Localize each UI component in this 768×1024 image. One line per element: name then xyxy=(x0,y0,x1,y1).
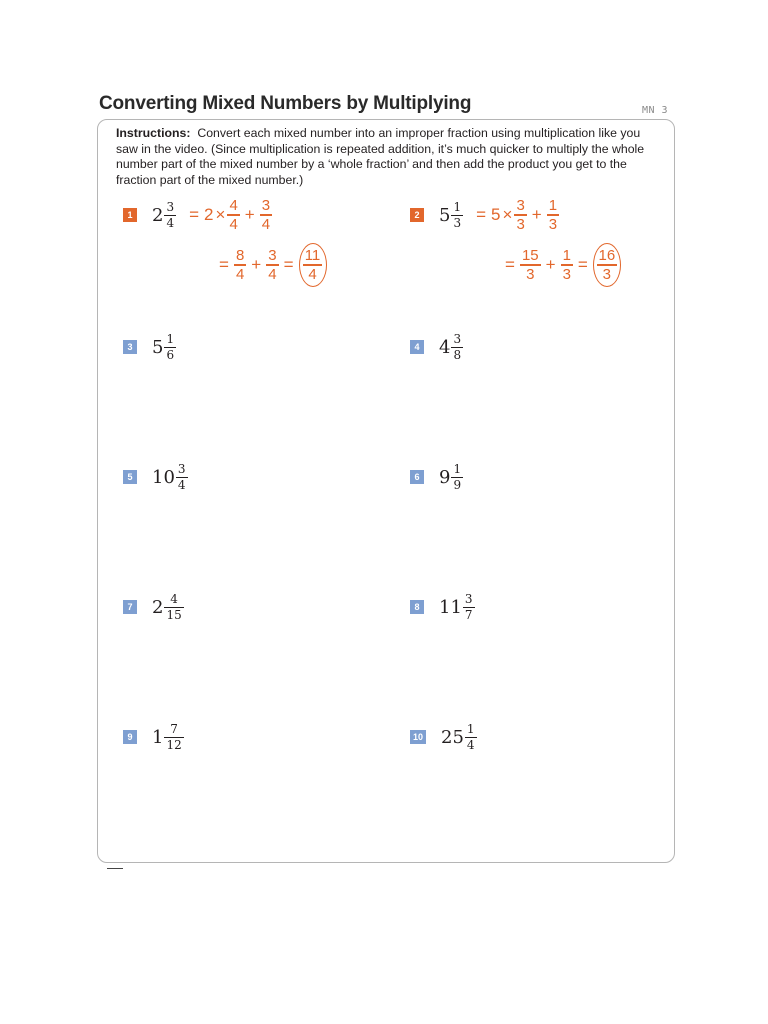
denominator: 4 xyxy=(466,737,475,752)
denominator: 4 xyxy=(166,215,175,230)
answer-fraction xyxy=(303,247,323,283)
whole-part: 5 xyxy=(439,204,451,226)
denominator: 3 xyxy=(516,215,525,233)
problem-5 xyxy=(123,457,188,497)
whole-part: 25 xyxy=(441,726,464,748)
problem-10 xyxy=(410,717,477,757)
denominator: 3 xyxy=(453,215,462,230)
denominator: 4 xyxy=(229,215,238,233)
problem-number-badge: 4 xyxy=(410,340,424,354)
whole-fraction xyxy=(514,197,526,233)
times-sign: × xyxy=(502,205,513,224)
fraction-part xyxy=(266,247,278,283)
equals-sign: = xyxy=(577,255,588,274)
numerator: 3 xyxy=(166,199,175,214)
problem-7 xyxy=(123,587,184,627)
denominator: 3 xyxy=(526,265,535,283)
problem-number-badge: 7 xyxy=(123,600,137,614)
equals-sign: = xyxy=(189,205,200,224)
denominator: 8 xyxy=(453,347,462,362)
equals-sign: = xyxy=(283,255,294,274)
numerator: 8 xyxy=(235,247,245,265)
numerator: 1 xyxy=(453,461,462,476)
fraction xyxy=(164,593,183,622)
numerator: 7 xyxy=(170,721,178,736)
instructions-text: Convert each mixed number into an improper fraction using multiplication like you saw in the video. (Since multiplication is repeated addition, it’s much quicker to multiply the whole number part of the mixed number by a ‘whole fraction’ and then add the product you get to the fraction part of the mixed number.) xyxy=(116,126,645,187)
mixed-number xyxy=(152,593,184,622)
plus-sign: + xyxy=(531,205,542,224)
plus-sign: + xyxy=(251,255,262,274)
worked-solution-line-1 xyxy=(471,197,559,233)
fraction xyxy=(451,333,463,362)
denominator: 9 xyxy=(453,477,462,492)
problem-number-badge: 10 xyxy=(410,730,426,744)
numerator: 3 xyxy=(453,331,462,346)
problem-9 xyxy=(123,717,184,757)
whole-factor: 2 xyxy=(204,205,214,224)
problem-number-badge: 1 xyxy=(123,208,137,222)
instructions xyxy=(116,126,646,188)
mixed-number xyxy=(439,593,475,622)
numerator: 1 xyxy=(453,199,462,214)
fraction xyxy=(451,201,463,230)
mixed-number xyxy=(441,723,477,752)
problem-2 xyxy=(410,195,559,235)
numerator: 3 xyxy=(268,247,277,265)
numerator: 15 xyxy=(521,247,539,265)
fraction-part xyxy=(547,197,559,233)
plus-sign: + xyxy=(545,255,556,274)
problem-number-badge: 9 xyxy=(123,730,137,744)
mixed-number xyxy=(439,463,463,492)
whole-part: 2 xyxy=(152,596,164,618)
denominator: 12 xyxy=(166,737,182,752)
circled-answer xyxy=(299,243,327,287)
numerator: 4 xyxy=(170,591,178,606)
product-fraction xyxy=(520,247,541,283)
fraction xyxy=(164,333,176,362)
mixed-number xyxy=(152,723,184,752)
worked-solution-line-1 xyxy=(184,197,272,233)
whole-part: 2 xyxy=(152,204,164,226)
problem-number-badge: 3 xyxy=(123,340,137,354)
numerator: 1 xyxy=(166,331,175,346)
problem-3 xyxy=(123,327,176,367)
plus-sign: + xyxy=(244,205,255,224)
equals-sign: = xyxy=(476,205,487,224)
whole-fraction xyxy=(227,197,239,233)
denominator: 4 xyxy=(268,265,277,283)
fraction-part xyxy=(561,247,573,283)
times-sign: × xyxy=(215,205,226,224)
numerator: 1 xyxy=(562,247,571,265)
instructions-label: Instructions: xyxy=(116,126,191,140)
fraction xyxy=(164,201,176,230)
worked-solution-line-2 xyxy=(500,243,621,287)
numerator: 3 xyxy=(261,197,271,215)
problem-4 xyxy=(410,327,463,367)
worked-solution-line-2 xyxy=(214,243,327,287)
fraction xyxy=(176,463,188,492)
mixed-number xyxy=(152,201,176,230)
numerator: 11 xyxy=(304,247,321,265)
denominator: 15 xyxy=(166,607,182,622)
whole-part: 1 xyxy=(152,726,164,748)
fraction xyxy=(164,723,183,752)
product-fraction xyxy=(234,247,246,283)
footer-mark xyxy=(107,868,123,869)
problem-6 xyxy=(410,457,463,497)
page-title: Converting Mixed Numbers by Multiplying xyxy=(99,93,472,114)
denominator: 4 xyxy=(308,265,317,283)
denominator: 3 xyxy=(548,215,558,233)
problem-1 xyxy=(123,195,272,235)
fraction xyxy=(465,723,477,752)
problem-number-badge: 6 xyxy=(410,470,424,484)
denominator: 4 xyxy=(177,477,186,492)
denominator: 7 xyxy=(464,607,473,622)
equals-sign: = xyxy=(219,255,229,274)
mixed-number xyxy=(152,333,176,362)
fraction xyxy=(463,593,475,622)
problem-8 xyxy=(410,587,475,627)
numerator: 4 xyxy=(229,197,238,215)
problem-number-badge: 2 xyxy=(410,208,424,222)
whole-part: 5 xyxy=(152,336,164,358)
fraction-part xyxy=(260,197,272,233)
whole-part: 10 xyxy=(152,466,175,488)
numerator: 3 xyxy=(464,591,473,606)
whole-factor: 5 xyxy=(491,205,501,224)
problem-number-badge: 5 xyxy=(123,470,137,484)
whole-part: 4 xyxy=(439,336,451,358)
whole-part: 11 xyxy=(439,596,462,618)
equals-sign: = xyxy=(505,255,515,274)
numerator: 3 xyxy=(177,461,186,476)
denominator: 3 xyxy=(602,265,612,283)
mixed-number xyxy=(439,333,463,362)
denominator: 4 xyxy=(261,215,271,233)
problem-number-badge: 8 xyxy=(410,600,424,614)
numerator: 16 xyxy=(598,247,616,265)
numerator: 1 xyxy=(466,721,475,736)
answer-fraction xyxy=(597,247,618,283)
numerator: 1 xyxy=(548,197,558,215)
whole-part: 9 xyxy=(439,466,451,488)
mixed-number xyxy=(152,463,188,492)
circled-answer xyxy=(593,243,621,287)
numerator: 3 xyxy=(516,197,525,215)
denominator: 4 xyxy=(235,265,245,283)
worksheet-code: MN 3 xyxy=(642,105,669,116)
mixed-number xyxy=(439,201,463,230)
denominator: 3 xyxy=(562,265,571,283)
denominator: 6 xyxy=(166,347,175,362)
fraction xyxy=(451,463,463,492)
